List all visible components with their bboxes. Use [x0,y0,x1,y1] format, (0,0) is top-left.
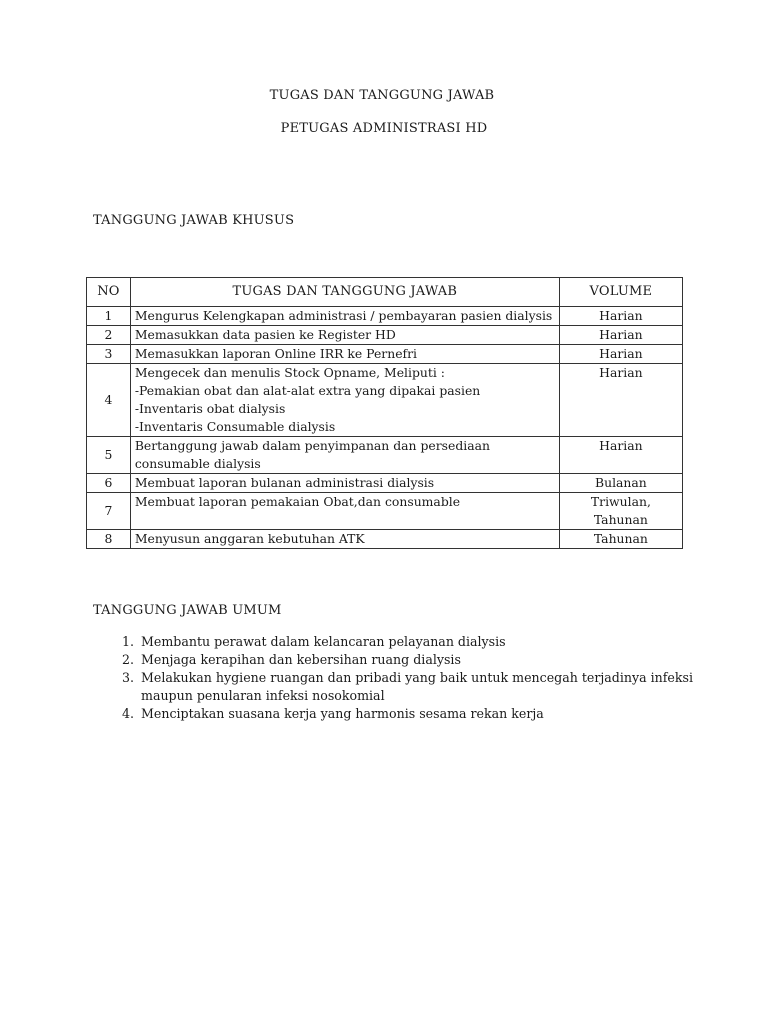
row-number-cell: 8 [87,530,131,549]
row-number-cell: 3 [87,345,131,364]
task-line: Mengecek dan menulis Stock Opname, Meliputi : [134,365,445,380]
volume-cell [559,493,682,530]
volume-cell [559,345,682,364]
table-row [87,345,683,364]
volume-line: Tahunan [593,531,648,546]
document-title: TUGAS DAN TANGGUNG JAWAB [269,88,495,103]
task-line: Membuat laporan bulanan administrasi dialysis [134,475,435,490]
task-line: Memasukkan laporan Online IRR ke Pernefri [134,346,418,361]
task-line: -Inventaris obat dialysis [134,401,286,416]
list-item: 3. Melakukan hygiene ruangan dan pribadi yang baik untuk mencegah terjadinya infeksi maupun penularan infeksi nosokomial [138,669,738,705]
table-row [87,307,683,326]
task-cell [130,474,559,493]
volume-cell [559,437,682,474]
column-header-no: NO [87,278,131,307]
volume-line: Harian [599,327,643,342]
row-number-cell: 2 [87,326,131,345]
task-line: Menyusun anggaran kebutuhan ATK [134,531,365,546]
volume-cell [559,364,682,437]
general-duties-list [96,633,738,723]
list-item: 2. Menjaga kerapihan dan kebersihan ruang dialysis [138,651,738,669]
task-cell [130,530,559,549]
table-row [87,474,683,493]
volume-cell [559,530,682,549]
volume-line: Harian [599,346,643,361]
task-line: Bertanggung jawab dalam penyimpanan dan persediaan [134,438,490,453]
volume-line: Bulanan [594,475,647,490]
task-cell [130,345,559,364]
task-cell [130,437,559,474]
task-line: consumable dialysis [134,456,261,471]
task-cell [130,364,559,437]
list-item: 4. Menciptakan suasana kerja yang harmonis sesama rekan kerja [138,705,738,723]
section-heading-umum: TANGGUNG JAWAB UMUM [93,603,282,618]
table-row [87,530,683,549]
document-subtitle: PETUGAS ADMINISTRASI HD [280,121,488,136]
table-body [87,307,683,549]
task-cell [130,307,559,326]
table-row [87,437,683,474]
column-header-volume: VOLUME [559,278,682,307]
row-number-cell: 7 [87,493,131,530]
volume-cell [559,474,682,493]
volume-cell [559,307,682,326]
volume-line: Harian [599,308,643,323]
table-row [87,493,683,530]
task-line: -Pemakian obat dan alat-alat extra yang dipakai pasien [134,383,481,398]
volume-line: Harian [599,365,643,380]
task-line: Membuat laporan pemakaian Obat,dan consumable [134,494,461,509]
table-row [87,364,683,437]
volume-line: Triwulan, [590,494,651,509]
task-line: -Inventaris Consumable dialysis [134,419,336,434]
table-row [87,326,683,345]
volume-cell [559,326,682,345]
task-cell [130,493,559,530]
row-number-cell: 6 [87,474,131,493]
task-line: Mengurus Kelengkapan administrasi / pembayaran pasien dialysis [134,308,553,323]
duty-table [86,277,683,549]
section-heading-khusus: TANGGUNG JAWAB KHUSUS [93,213,295,228]
table-header-row [87,278,683,307]
task-line: Memasukkan data pasien ke Register HD [134,327,396,342]
row-number-cell: 4 [87,364,131,437]
volume-line: Harian [599,438,643,453]
task-cell [130,326,559,345]
row-number-cell: 1 [87,307,131,326]
volume-line: Tahunan [593,512,648,527]
list-item: 1. Membantu perawat dalam kelancaran pelayanan dialysis [138,633,738,651]
row-number-cell: 5 [87,437,131,474]
column-header-task: TUGAS DAN TANGGUNG JAWAB [130,278,559,307]
